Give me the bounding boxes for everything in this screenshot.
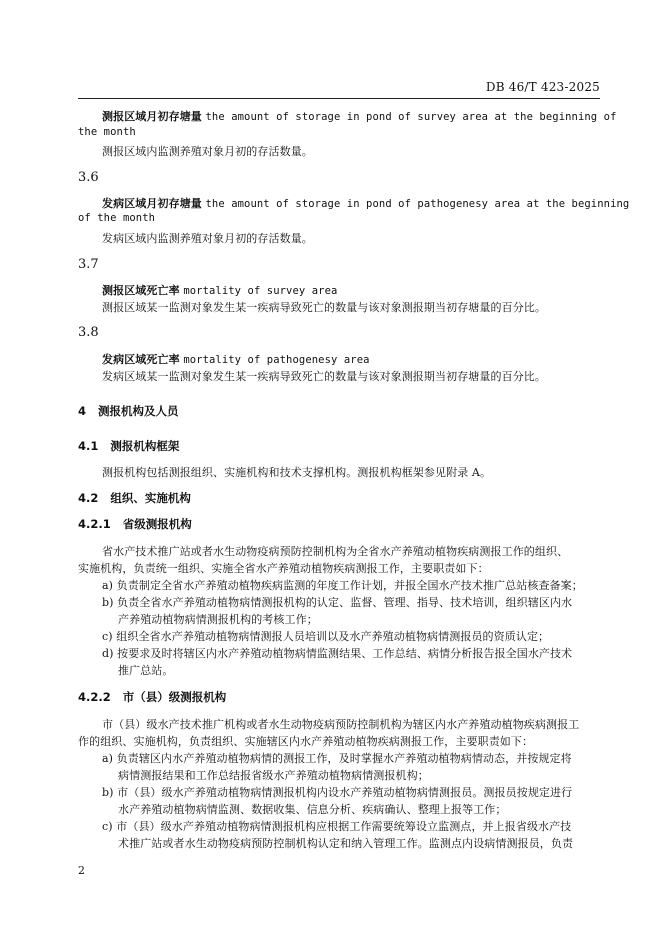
term-3-5-en-2: the month [78, 126, 136, 138]
standard-code: DB 46/T 423-2025 [485, 80, 600, 94]
section-4-2-1-item-b-2: 产养殖动植物病情测报机构的考核工作； [118, 613, 318, 626]
section-4-2-1-intro-2: 实施机构，负责统一组织、实施全省水产养殖动植物疾病测报工作，主要职责如下： [78, 562, 489, 575]
section-4-2-heading [78, 490, 191, 506]
section-4-2-2-item-c-1: c) 市（县）级水产养殖动植物病情测报机构应根据工作需要统筹设立监测点，并上报省级水产技 [102, 820, 572, 833]
term-3-5-en-1: the amount of storage in pond of survey area at the beginning of [205, 111, 617, 123]
section-4-2-2-intro-1: 市（县）级水产技术推广机构或者水生动物疫病预防控制机构为辖区内水产养殖动植物疾病测报工 [102, 718, 580, 731]
section-4-1-number: 4.1 [78, 439, 99, 453]
section-3-6-number: 3.6 [78, 170, 99, 185]
section-4-1-title: 测报机构框架 [110, 439, 180, 453]
section-4-2-2-item-a-1: a) 负责辖区内水产养殖动植物病情的测报工作，及时掌握水产养殖动植物病情动态，并按规定将 [102, 752, 572, 765]
term-3-5-line-1 [102, 108, 617, 124]
term-3-7-definition: 测报区域某一监测对象发生某一疾病导致死亡的数量与该对象测报期当初存塘量的百分比。 [102, 301, 546, 314]
header-rule [78, 98, 600, 99]
section-4-2-1-item-d-2: 推广总站。 [118, 664, 174, 677]
section-4-2-2-intro-2: 作的组织、实施机构，负责组织、实施辖区内水产养殖动植物疾病测报工作，主要职责如下： [78, 735, 534, 748]
term-3-8-line [102, 351, 370, 367]
section-4-2-1-item-c: c) 组织全省水产养殖动植物病情测报人员培训以及水产养殖动植物病情测报员的资质认定； [102, 630, 550, 643]
term-3-6-cn: 发病区域月初存塘量 [102, 197, 202, 210]
term-3-8-en: mortality of pathogenesy area [183, 354, 370, 366]
term-3-7-line [102, 282, 337, 298]
section-4-1-body: 测报机构包括测报组织、实施机构和技术支撑机构。测报机构框架参见附录 A。 [102, 466, 492, 479]
section-4-title: 测报机构及人员 [98, 404, 179, 418]
section-4-2-number: 4.2 [78, 491, 99, 505]
section-4-number: 4 [78, 404, 87, 418]
section-4-2-1-item-d-1: d) 按要求及时将辖区内水产养殖动植物病情监测结果、工作总结、病情分析报告报全国水产技术 [102, 647, 573, 660]
section-4-2-title: 组织、实施机构 [110, 491, 191, 505]
section-4-2-1-number: 4.2.1 [78, 517, 111, 531]
term-3-6-en-1: the amount of storage in pond of pathogenesy area at the beginning [205, 198, 630, 210]
section-4-2-2-item-a-2: 病情测报结果和工作总结报省级水产养殖动植物病情测报机构； [118, 769, 429, 782]
term-3-7-en: mortality of survey area [183, 285, 338, 297]
term-3-5-cn: 测报区域月初存塘量 [102, 110, 202, 123]
term-3-8-definition: 发病区域某一监测对象发生某一疾病导致死亡的数量与该对象测报期当初存塘量的百分比。 [102, 370, 546, 383]
section-4-1-heading [78, 438, 179, 454]
term-3-7-cn: 测报区域死亡率 [102, 284, 180, 297]
section-4-2-1-title: 省级测报机构 [122, 517, 192, 531]
term-3-6-line-1 [102, 195, 629, 211]
section-4-2-2-item-b-2: 水产养殖动植物病情监测、数据收集、信息分析、疾病确认、整理上报等工作； [118, 803, 507, 816]
term-3-8-cn: 发病区域死亡率 [102, 353, 180, 366]
section-4-2-2-item-b-1: b) 市（县）级水产养殖动植物病情测报机构内设水产养殖动植物病情测报员。测报员按规定进行 [102, 786, 573, 799]
section-3-7-number: 3.7 [78, 257, 99, 272]
section-4-2-1-item-a: a) 负责制定全省水产养殖动植物疾病监测的年度工作计划，并报全国水产技术推广总站核查备案； [102, 579, 583, 592]
section-4-2-2-item-c-2: 术推广站或者水生动物疫病预防控制机构认定和纳入管理工作。监测点内设病情测报员，负责 [118, 837, 574, 850]
section-4-heading [78, 403, 179, 419]
section-4-2-2-title: 市（县）级测报机构 [122, 690, 227, 704]
section-4-2-1-intro-1: 省水产技术推广站或者水生动物疫病预防控制机构为全省水产养殖动植物疾病测报工作的组织、 [102, 545, 569, 558]
section-3-8-number: 3.8 [78, 325, 99, 340]
page-number: 2 [78, 864, 85, 877]
section-4-2-1-heading [78, 516, 192, 532]
section-4-2-1-item-b-1: b) 负责全省水产养殖动植物病情测报机构的认定、监督、管理、指导、技术培训，组织辖区内水 [102, 596, 573, 609]
term-3-6-definition: 发病区域内监测养殖对象月初的存活数量。 [102, 232, 313, 245]
term-3-6-en-2: of the month [78, 212, 156, 224]
section-4-2-2-number: 4.2.2 [78, 690, 111, 704]
section-4-2-2-heading [78, 689, 226, 705]
term-3-5-definition: 测报区域内监测养殖对象月初的存活数量。 [102, 145, 313, 158]
